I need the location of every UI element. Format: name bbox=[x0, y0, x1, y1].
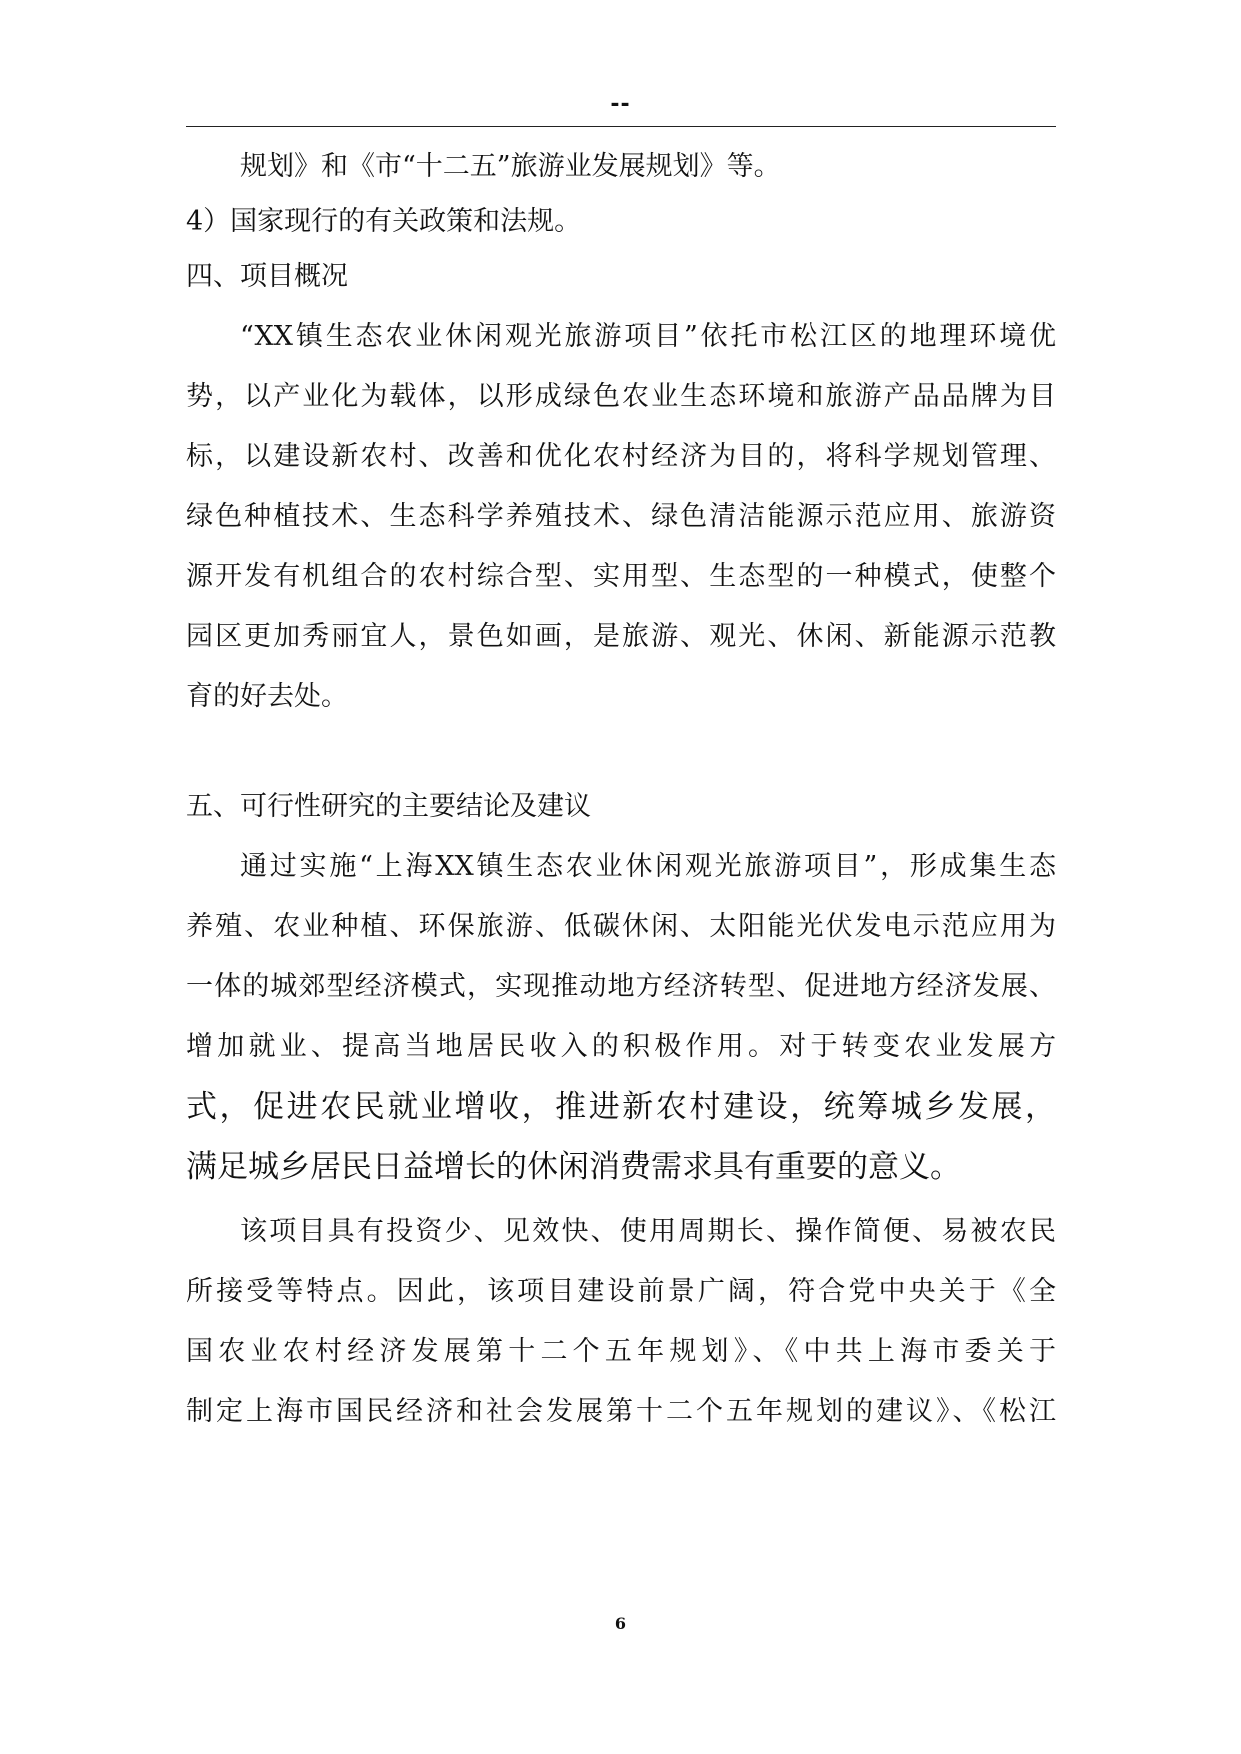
text-line: 一体的城郊型经济模式，实现推动地方经济转型、促进地方经济发展、 bbox=[186, 971, 1056, 1002]
text-line: 增加就业、提高当地居民收入的积极作用。对于转变农业发展方 bbox=[186, 1031, 1056, 1062]
section-heading: 四、项目概况 bbox=[186, 261, 348, 292]
header-divider bbox=[186, 126, 1056, 127]
text-line: 满足城乡居民日益增长的休闲消费需求具有重要的意义。 bbox=[186, 1149, 961, 1185]
text-line: 所接受等特点。因此，该项目建设前景广阔，符合党中央关于《全 bbox=[186, 1276, 1056, 1307]
page-number: 6 bbox=[614, 1614, 627, 1633]
text-line: 该项目具有投资少、见效快、使用周期长、操作简便、易被农民 bbox=[240, 1216, 1056, 1247]
text-line: “XX镇生态农业休闲观光旅游项目”依托市松江区的地理环境优 bbox=[240, 321, 1056, 352]
text-line: 式，促进农民就业增收，推进新农村建设，统筹城乡发展， bbox=[186, 1089, 1056, 1125]
text-line: 国农业农村经济发展第十二个五年规划》、《中共上海市委关于 bbox=[186, 1336, 1056, 1367]
text-line: 势，以产业化为载体，以形成绿色农业生态环境和旅游产品品牌为目 bbox=[186, 381, 1056, 412]
header-mark: -- bbox=[610, 92, 631, 117]
text-line: 养殖、农业种植、环保旅游、低碳休闲、太阳能光伏发电示范应用为 bbox=[186, 911, 1056, 942]
text-line: 源开发有机组合的农村综合型、实用型、生态型的一种模式，使整个 bbox=[186, 561, 1056, 592]
text-line: 标，以建设新农村、改善和优化农村经济为目的，将科学规划管理、 bbox=[186, 441, 1056, 472]
list-item: 4）国家现行的有关政策和法规。 bbox=[186, 206, 582, 237]
section-heading: 五、可行性研究的主要结论及建议 bbox=[186, 791, 591, 822]
text-line: 通过实施“上海XX镇生态农业休闲观光旅游项目”，形成集生态 bbox=[240, 851, 1056, 882]
text-line: 绿色种植技术、生态科学养殖技术、绿色清洁能源示范应用、旅游资 bbox=[186, 501, 1056, 532]
text-line: 园区更加秀丽宜人，景色如画，是旅游、观光、休闲、新能源示范教 bbox=[186, 621, 1056, 652]
text-line: 制定上海市国民经济和社会发展第十二个五年规划的建议》、《松江 bbox=[186, 1396, 1056, 1427]
text-line: 规划》和《市“十二五”旅游业发展规划》等。 bbox=[240, 151, 781, 182]
text-line: 育的好去处。 bbox=[186, 681, 348, 712]
